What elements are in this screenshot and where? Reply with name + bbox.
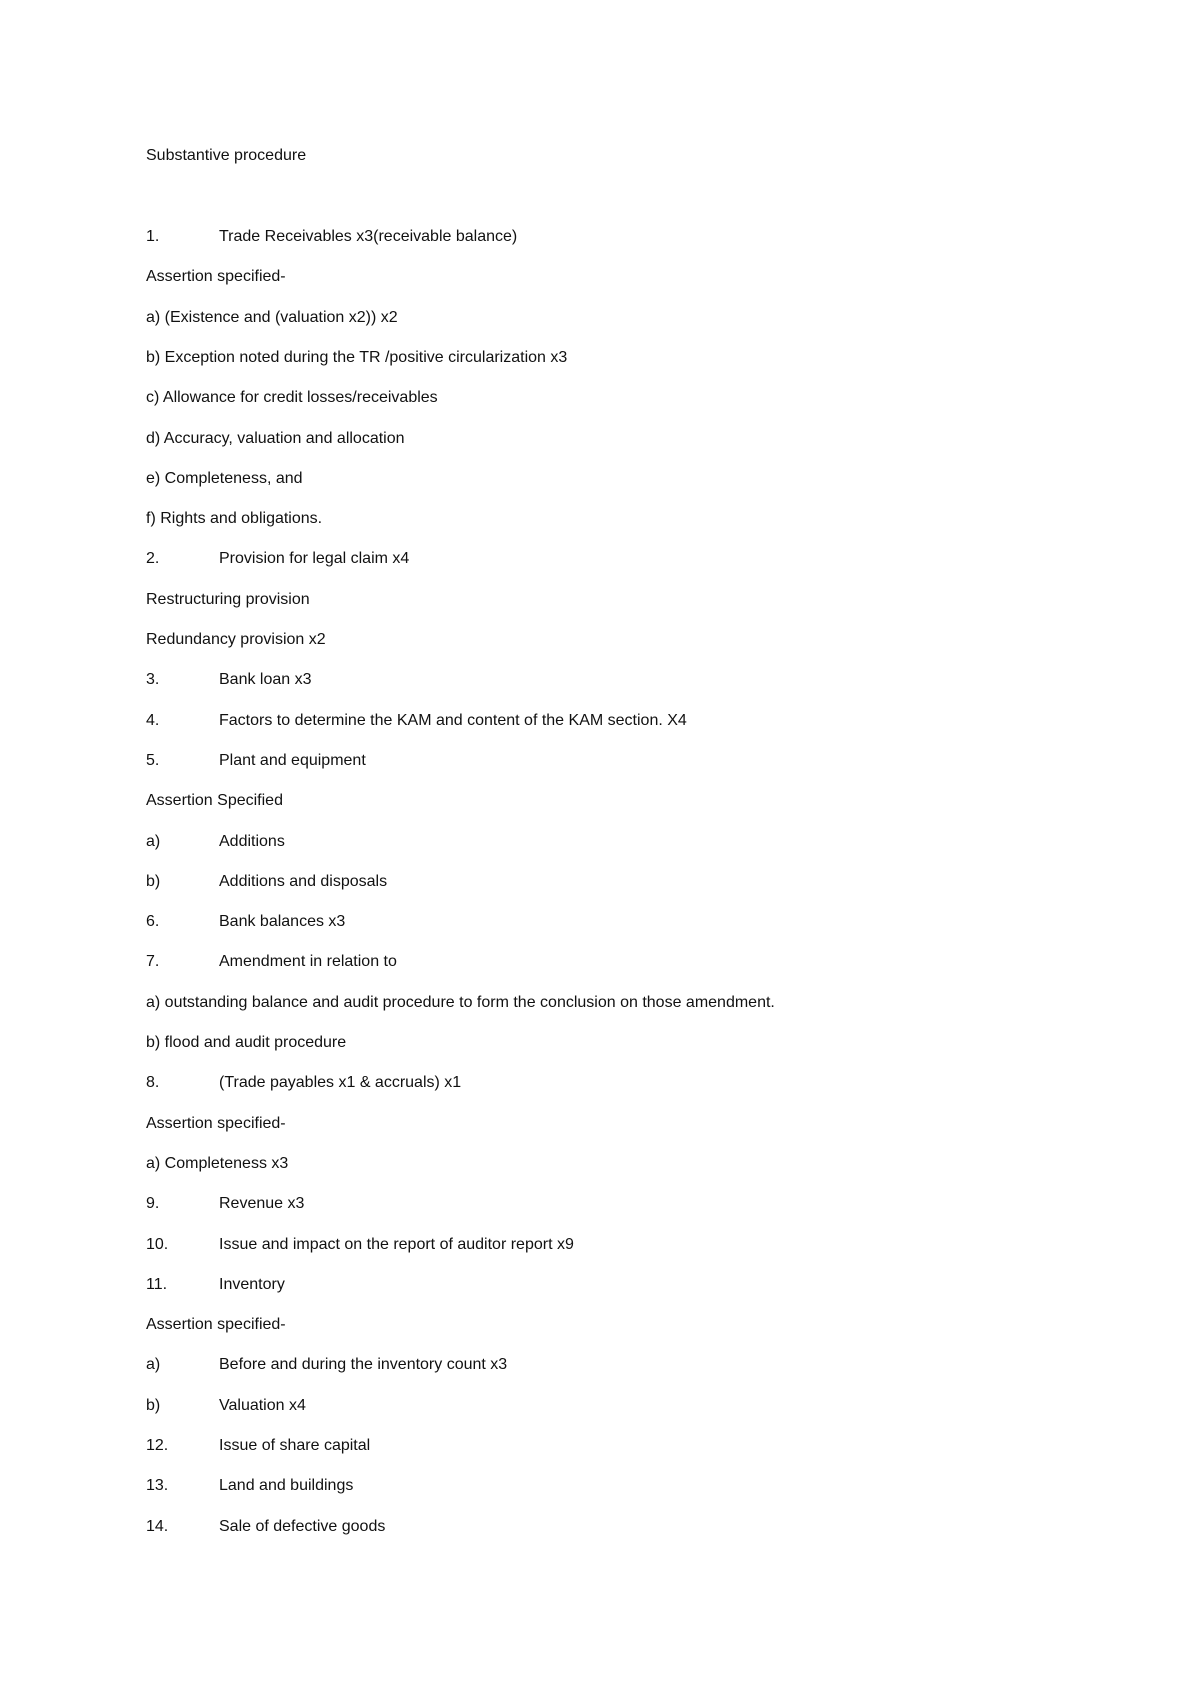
document-line bbox=[146, 832, 285, 852]
line-number: 4. bbox=[146, 712, 160, 729]
line-text: b) Exception noted during the TR /positive circularization x3 bbox=[146, 349, 568, 366]
document-line bbox=[146, 952, 397, 972]
line-text: b) flood and audit procedure bbox=[146, 1034, 347, 1051]
line-text: c) Allowance for credit losses/receivables bbox=[146, 389, 438, 406]
line-text: (Trade payables x1 & accruals) x1 bbox=[219, 1074, 462, 1091]
document-line bbox=[146, 751, 366, 771]
line-number: a) bbox=[146, 1356, 161, 1373]
document-line bbox=[146, 590, 310, 610]
line-text: Restructuring provision bbox=[146, 591, 310, 608]
line-number: a) bbox=[146, 833, 161, 850]
line-text: Inventory bbox=[219, 1276, 285, 1293]
line-text: Factors to determine the KAM and content of the KAM section. X4 bbox=[219, 712, 687, 729]
line-text: e) Completeness, and bbox=[146, 470, 303, 487]
line-number: 11. bbox=[146, 1276, 168, 1293]
document-line bbox=[146, 267, 286, 287]
line-text: Before and during the inventory count x3 bbox=[219, 1356, 508, 1373]
document-line bbox=[146, 1517, 385, 1537]
line-text: Assertion specified- bbox=[146, 1115, 286, 1132]
line-number: 13. bbox=[146, 1477, 169, 1494]
document-line bbox=[146, 509, 322, 529]
line-text: Assertion Specified bbox=[146, 792, 283, 809]
line-text: Bank loan x3 bbox=[219, 671, 312, 688]
line-text: Provision for legal claim x4 bbox=[219, 550, 410, 567]
document-line bbox=[146, 348, 567, 368]
line-text: Assertion specified- bbox=[146, 1316, 286, 1333]
line-number: 9. bbox=[146, 1195, 160, 1212]
line-number: 5. bbox=[146, 752, 160, 769]
line-number: b) bbox=[146, 1397, 161, 1414]
document-line bbox=[146, 388, 438, 408]
document-line bbox=[146, 1033, 346, 1053]
line-text: Assertion specified- bbox=[146, 268, 286, 285]
document-line bbox=[146, 1315, 286, 1335]
document-line bbox=[146, 1154, 288, 1174]
line-number: 8. bbox=[146, 1074, 160, 1091]
document-line bbox=[146, 1114, 286, 1134]
line-number: 3. bbox=[146, 671, 160, 688]
document-line bbox=[146, 1275, 285, 1295]
line-text: Redundancy provision x2 bbox=[146, 631, 326, 648]
document-line bbox=[146, 1355, 507, 1375]
line-number: 6. bbox=[146, 913, 160, 930]
line-number: 2. bbox=[146, 550, 160, 567]
document-line bbox=[146, 1235, 574, 1255]
document-line bbox=[146, 1073, 461, 1093]
line-text: d) Accuracy, valuation and allocation bbox=[146, 430, 405, 447]
line-text: a) Completeness x3 bbox=[146, 1155, 289, 1172]
line-number: 14. bbox=[146, 1518, 169, 1535]
line-text: Sale of defective goods bbox=[219, 1518, 386, 1535]
document-line bbox=[146, 549, 409, 569]
document-line bbox=[146, 1194, 304, 1214]
document-line bbox=[146, 1476, 353, 1496]
line-number: 1. bbox=[146, 228, 160, 245]
line-text: Additions bbox=[219, 833, 285, 850]
line-text: Issue of share capital bbox=[219, 1437, 371, 1454]
document-line bbox=[146, 670, 312, 690]
line-text: Bank balances x3 bbox=[219, 913, 346, 930]
document-line bbox=[146, 630, 326, 650]
document-line bbox=[146, 429, 405, 449]
line-text: Land and buildings bbox=[219, 1477, 354, 1494]
document-line bbox=[146, 308, 398, 328]
line-text: Issue and impact on the report of auditor report x9 bbox=[219, 1236, 574, 1253]
document-line bbox=[146, 1436, 370, 1456]
document-line bbox=[146, 872, 387, 892]
document-line bbox=[146, 227, 517, 247]
line-text: a) outstanding balance and audit procedure to form the conclusion on those amendment. bbox=[146, 994, 775, 1011]
line-text: Trade Receivables x3(receivable balance) bbox=[219, 228, 518, 245]
line-text: f) Rights and obligations. bbox=[146, 510, 323, 527]
line-text: a) (Existence and (valuation x2)) x2 bbox=[146, 309, 398, 326]
document-line bbox=[146, 1396, 306, 1416]
line-text: Valuation x4 bbox=[219, 1397, 306, 1414]
line-text: Additions and disposals bbox=[219, 873, 388, 890]
document-line bbox=[146, 912, 345, 932]
line-number: 12. bbox=[146, 1437, 169, 1454]
line-text: Revenue x3 bbox=[219, 1195, 305, 1212]
document-line bbox=[146, 791, 283, 811]
line-number: b) bbox=[146, 873, 161, 890]
line-text: Plant and equipment bbox=[219, 752, 366, 769]
line-number: 7. bbox=[146, 953, 160, 970]
document-title: Substantive procedure bbox=[146, 147, 307, 164]
document-line bbox=[146, 993, 775, 1013]
line-number: 10. bbox=[146, 1236, 169, 1253]
document-line bbox=[146, 469, 303, 489]
document-line bbox=[146, 711, 687, 731]
line-text: Amendment in relation to bbox=[219, 953, 397, 970]
